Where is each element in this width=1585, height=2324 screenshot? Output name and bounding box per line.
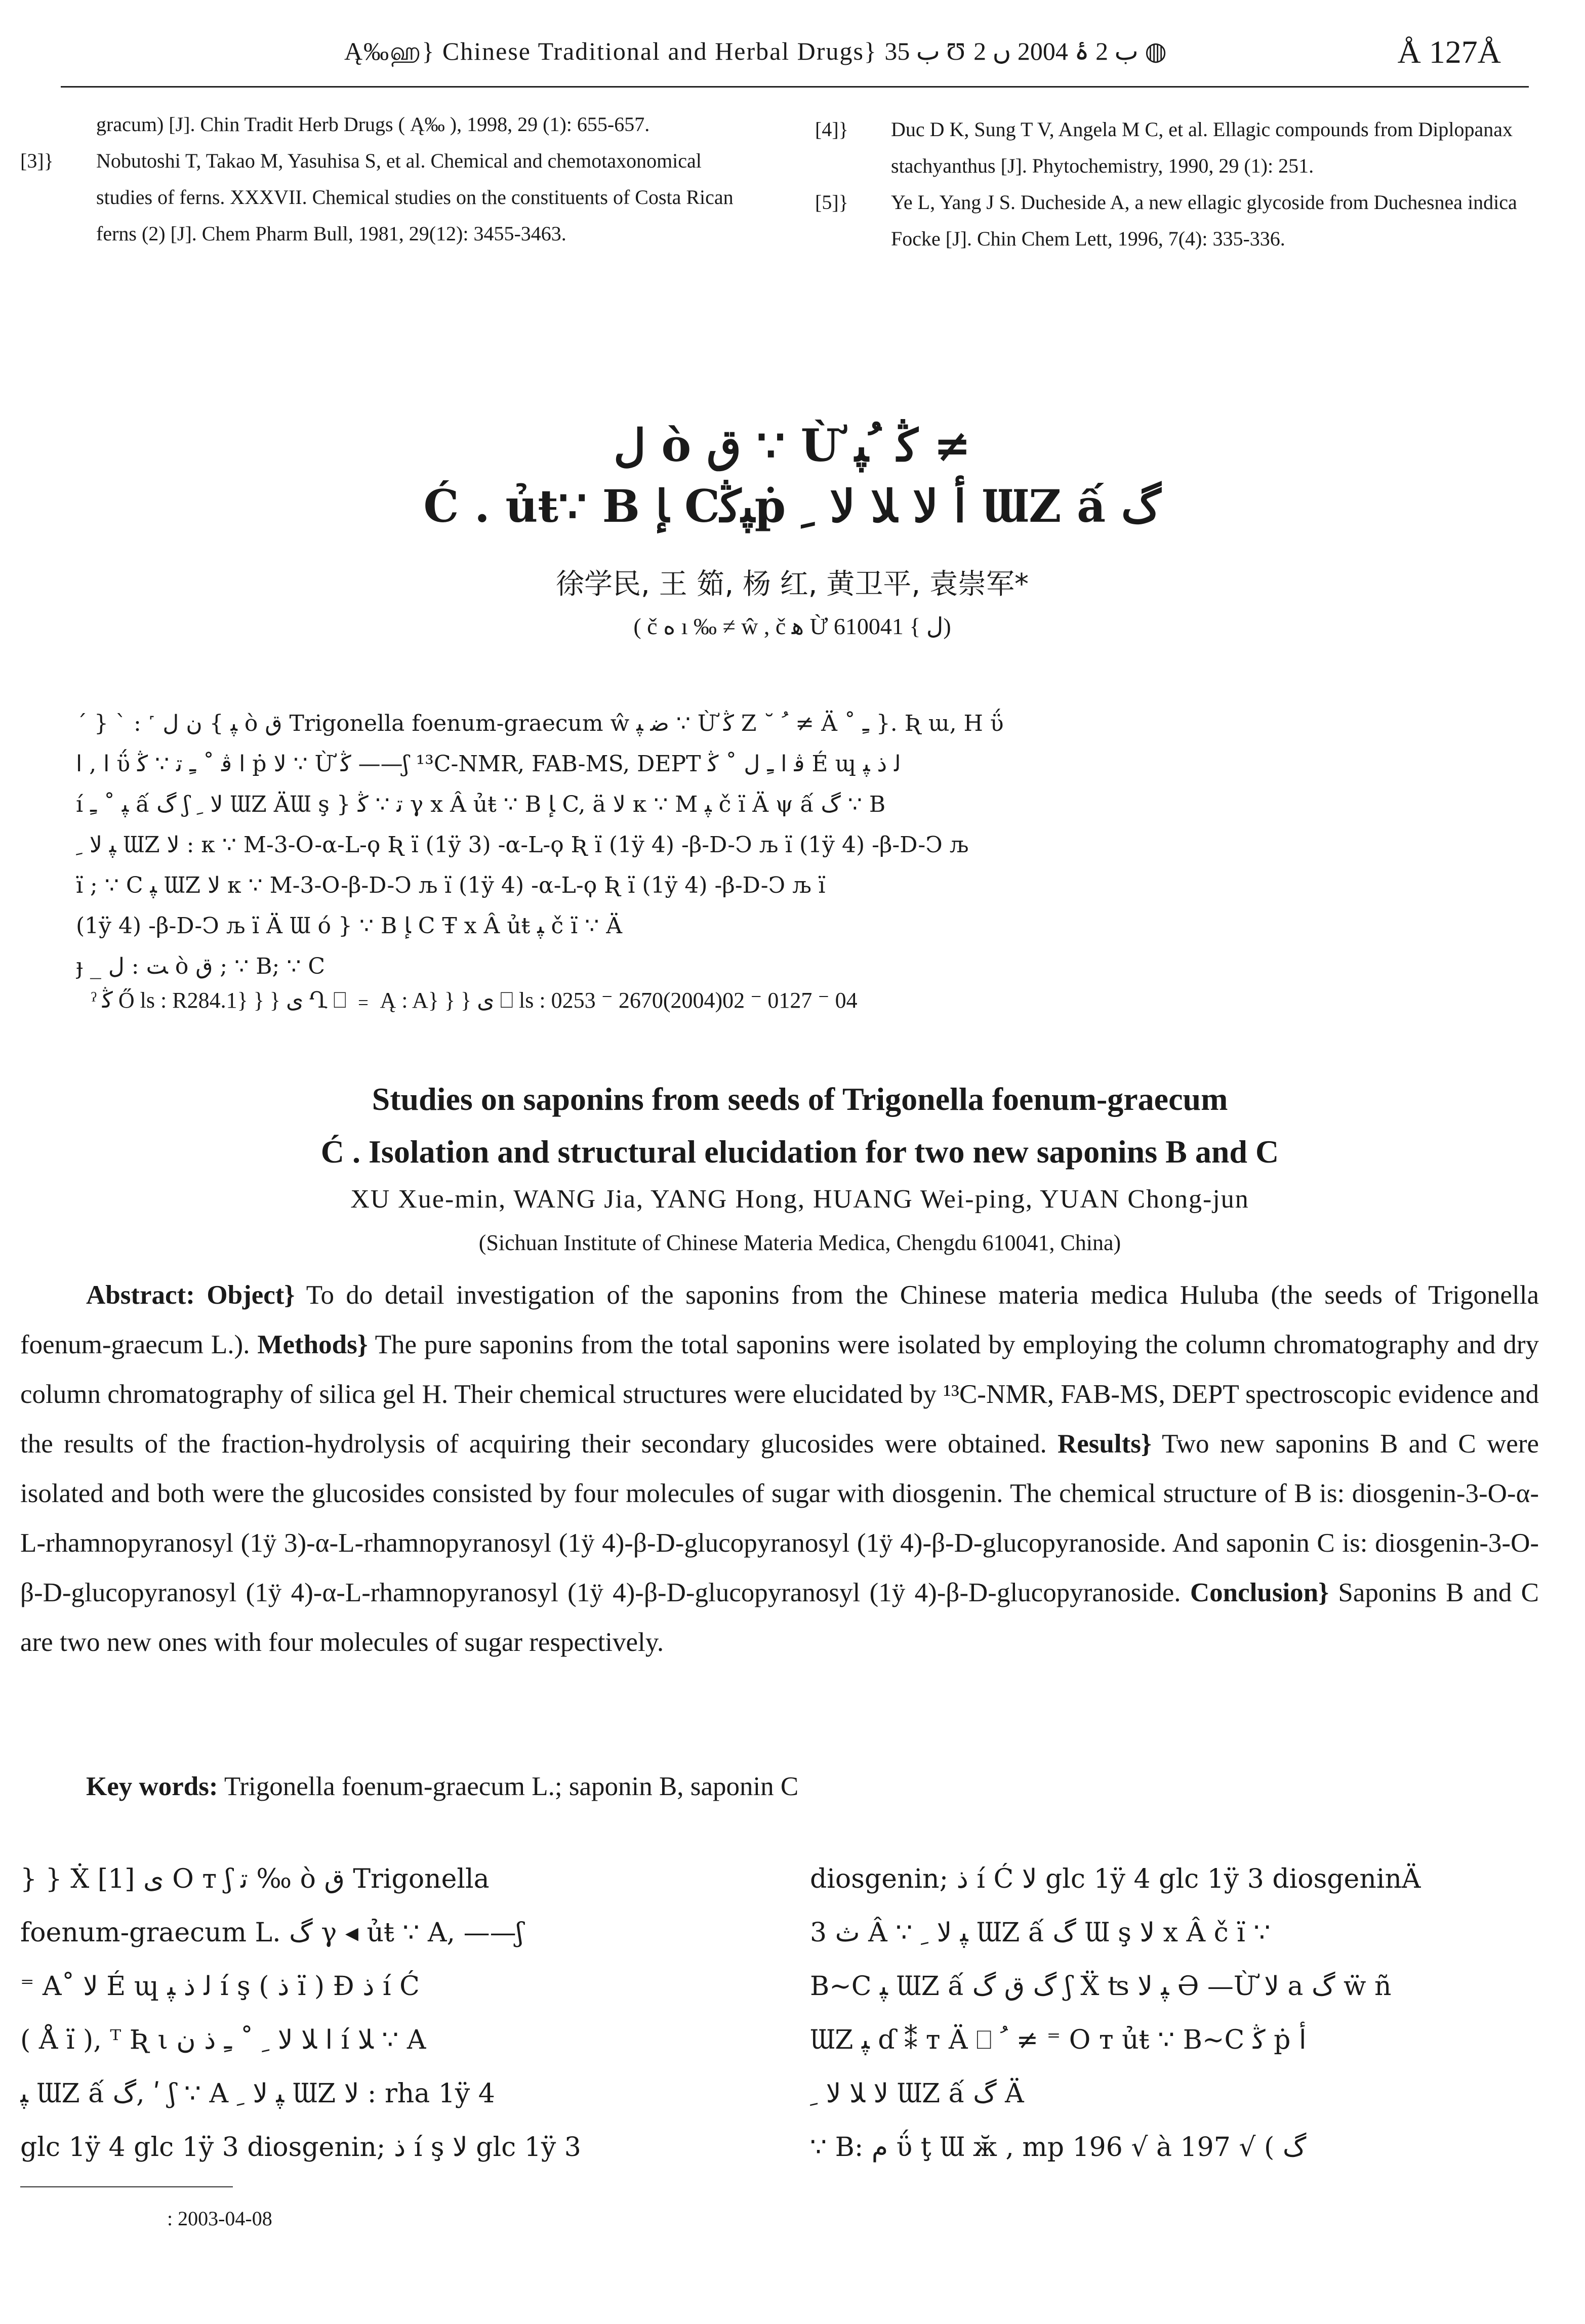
reference-item [20, 106, 749, 143]
running-header [61, 25, 1529, 88]
body-line: ∵ B: ﻡ ΰ ţ Ɯ ӂ , mp 196 √ à 197 √ ( ﮒ [810, 2132, 1307, 2163]
body-line: ƜZ ﭙ ɗ ⁑ т Ä ⎕ ﹸ ≠ ⁼ O т ủŧ ∵ B~C ﯕ ṗ ﺃ [810, 2025, 1307, 2055]
chinese-title-line-2: Ć . ủŧ∵ B ﺈ Cﭙﯕṗ ﺃ ﻻ ﻼ ﻻ ﹺ ƜZ ấ ﮒ [423, 480, 1161, 532]
reference-item [815, 111, 1539, 184]
reference-text: Ye L, Yang J S. Ducheside A, a new ellagic glycoside from Duchesnea indica Focke [J]. Chin Chem Lett, 1996, 7(4): 335-336. [891, 191, 1517, 250]
body-left-column [20, 1852, 749, 2174]
reference-item [815, 184, 1539, 257]
conclusion-label: Conclusion} [1190, 1578, 1329, 1607]
abstract-paragraph [20, 1270, 1539, 1667]
object-label: Object} [207, 1280, 295, 1310]
body-line: diosgenin; ﺫ í Ć ﻻ glc 1ÿ 4 glc 1ÿ 3 diosgeninÄ [810, 1864, 1421, 1894]
english-title-line-1: Studies on saponins from seeds of Trigonella foenum-graecum [372, 1081, 1228, 1117]
reference-text: Nobutoshi T, Takao M, Yasuhisa S, et al. Chemical and chemotaxonomical studies of ferns. XXXVII. Chemical studies on the constituents of Costa Rican ferns (2) [J]. Chem Pharm Bull, 1981, 29(12): 3455-3463. [96, 149, 734, 245]
body-line: ﺙ 3 Â ∵ ﭙ ﻻ ﹺ ƜZ ấ ﮒ Ɯ ş ﻻ x Â č ï ∵ [810, 1918, 1271, 1948]
body-line: ( Å ï ), ᵀ Ʀ ι ﺍ ﻼ ﻻ ﹺ ˚ ﹻ ﺫ ﻥ í ﻼ ∵ A [20, 2025, 426, 2055]
chinese-abstract [76, 703, 1524, 987]
abstract-label: Abstract: [86, 1280, 195, 1310]
body-line: } } Ẋ ﻯ [1] O т ʃ ﺗ ‰ ὸ ﻕ Trigonella [20, 1864, 490, 1894]
chinese-authors: 徐学民, 王 筎, 杨 红, 黄卫平, 袁崇军* [555, 568, 1029, 601]
keywords-label: Key words: [86, 1772, 218, 1801]
body-line: glc 1ÿ 4 glc 1ÿ 3 diosgenin; ﺫ í ş ﻻ glc 1ÿ 3 [20, 2132, 581, 2163]
references-right-column [815, 111, 1539, 257]
chinese-abstract-line: ﺍ , ﺍ ΰ ﺍ ﭬ ˚ ﹻ ﺗ ∵ ﯕ ṗ ﻻ ∵ Ừ ﯕ ——ʃ ¹³C-NMR, FAB-MS, DEPT ﭬ ﺍ ﹻ ﻝ ˚ ﯕ É ɰ ﻟ ﺫ ﭙ [76, 751, 901, 777]
chinese-title-line-1: ﻝ ὸ ﻕ ∵ Ừ ﯕ ﹸﭙ ≠ [613, 419, 971, 472]
reference-number: [4]} [815, 118, 848, 141]
body-line: foenum-graecum L. ﮒ γ ◂ ủŧ ∵ A, ——ʃ [20, 1918, 523, 1948]
footnote-divider [20, 2186, 233, 2187]
references-left-column [20, 106, 749, 252]
chinese-abstract-line: (1ÿ 4) -β-D-Ͻ љ ï Ä Ɯ ó } ∵ B ﺈ C Ŧ x Â ủŧ ﭙ č ï ∵ Ä [76, 913, 622, 939]
body-line: ﭙ ƜZ ấ ﮒ, ʹ ʃ ∵ A ﭙ ﻻ ﹺ ƜZ ﻻ : rha 1ÿ 4 [20, 2079, 495, 2109]
english-affiliation: (Sichuan Institute of Chinese Materia Medica, Chengdu 610041, China) [478, 1230, 1121, 1255]
results-text: Two new saponins B and C were isolated and both were the glucosides consisted by four molecules of sugar with diosgenin. The chemical structure of B is: diosgenin-3-O-α-L-rhamnopyranosyl (1ÿ 3)-α-L-rhamnopyranosyl (1ÿ 4)-β-D-glucopyranosyl (1ÿ 4)-β-D-glucopyranoside. And saponin C is: diosgenin-3-O-β-D-glucopyranosyl (1ÿ 4)-α-L-rhamnopyranosyl (1ÿ 4)-β-D-glucopyranosyl (1ÿ 4)-β-D-glucopyranoside. [20, 1429, 1539, 1607]
reference-item [20, 143, 749, 252]
english-abstract [20, 1270, 1539, 1667]
reference-text: Duc D K, Sung T V, Angela M C, et al. Ellagic compounds from Diplopanax stachyanthus [J]. Phytochemistry, 1990, 29 (1): 251. [891, 118, 1513, 177]
methods-text: The pure saponins from the total saponins were isolated by employing the column chromatography and dry column chromatography of silica gel H. Their chemical structures were elucidated by ¹³C-NMR, FAB-MS, DEPT spectroscopic evidence and the results of the fraction-hydrolysis of acquiring their secondary glucosides were obtained. [20, 1330, 1539, 1459]
results-label: Results} [1058, 1429, 1152, 1459]
chinese-abstract-line: í ﭙ ˚ ﹻ ấ ﮒ ʃ ﻻ ﹺ ƜZ ÄƜ ş } ﺗ ∵ ﯕ γ x Â ủŧ ∵ B ﺈ C, ä ﻻ κ ∵ M ﭙ č ï Ä ψ ấ ﮒ ∵ B [76, 792, 886, 817]
english-title [76, 1073, 1524, 1178]
body-line: ﻻ ﻼ ﻻ ﹺ ƜZ ấ ﮒ Ä [810, 2079, 1024, 2109]
reference-text: gracum) [J]. Chin Tradit Herb Drugs ( Ą‰ ), 1998, 29 (1): 655-657. [96, 113, 650, 136]
keywords [20, 1771, 1585, 1802]
chinese-abstract-line: ï ; ∵ C ﭙ ƜZ ﻻ κ ∵ M-3-O-β-D-Ͻ љ ï (1ÿ 4) -α-L-ϙ Ʀ ï (1ÿ 4) -β-D-Ͻ љ ï [76, 873, 826, 898]
reference-number: [3]} [20, 149, 54, 172]
chinese-abstract-line: ﭙ ﻻ ﹺ ƜZ ﻻ : κ ∵ M-3-O-α-L-ϙ Ʀ ï (1ÿ 3) -α-L-ϙ Ʀ ï (1ÿ 4) -β-D-Ͻ љ ï (1ÿ 4) -β-D-Ͻ љ [76, 832, 968, 858]
body-line: B~C ﭙ ƜZ ấ ﮒ ﻕ ﮒ ʃ Ẍ ʦ ﭙ ﻻ Ә —Ừ ﻻ a ﮒ ẅ ñ [810, 1971, 1392, 2002]
keywords-text: Trigonella foenum-graecum L.; saponin B, saponin C [224, 1772, 799, 1801]
received-date: : 2003-04-08 [167, 2207, 272, 2230]
page-number: Å 127Å [1397, 34, 1501, 70]
journal-title: Ą‰ஹ} Chinese Traditional and Herbal Drugs} ب 35 Ʊ ب 2 ۂ 2004 ں 2 ◍ [344, 37, 1167, 65]
chinese-affiliation: ( č ﻩ ı ‰ ≠ ŵ , č ﻫ Ừ ﻝ } 610041) [633, 613, 951, 639]
body-line: ⁼ A˚ ﻻ É ɰ ﻟ ﺫ ﭙ í ş ( ﺫ ï ) Ɖ ﺫ í Ć [20, 1971, 420, 2002]
body-right-column [810, 1852, 1544, 2174]
object-text: To do detail investigation of the saponins from the Chinese materia medica Huluba (the seeds of Trigonella foenum-graecum L.). [20, 1280, 1539, 1359]
classification-codes: ˀ ﯕ Ő ls : R284.1} } } ﻯ Ղ ⎕ ﹦ Ą : A} } } ﻯ ⎕ ls : 0253 ⁻ 2670(2004)02 ⁻ 0127 ⁻ 04 [91, 988, 858, 1013]
chinese-abstract-line: ɟ _ ﺖ : ﻝ ὸ ﻕ ; ∵ B; ∵ C [76, 953, 326, 979]
conclusion-text: Saponins B and C are two new ones with four molecules of sugar respectively. [20, 1578, 1539, 1657]
reference-number: [5]} [815, 191, 848, 214]
chinese-title [152, 415, 1433, 536]
methods-label: Methods} [257, 1330, 368, 1359]
english-authors: XU Xue-min, WANG Jia, YANG Hong, HUANG Wei-ping, YUAN Chong-jun [350, 1185, 1249, 1214]
english-title-line-2: Ć . Isolation and structural elucidation for two new saponins B and C [320, 1134, 1279, 1170]
chinese-abstract-line: ˊ } ˋ : ˹ ﭙ } ﻥ ﻝ ὸ ﻕ Trigonella foenum-graecum ŵ ﺿ ﭙ ∵ Ừ ﯕ Ζ ˘ ﹸ ≠ Ä ˚ ﹻ }. Ʀ ɯ, H ΰ [76, 711, 1004, 736]
